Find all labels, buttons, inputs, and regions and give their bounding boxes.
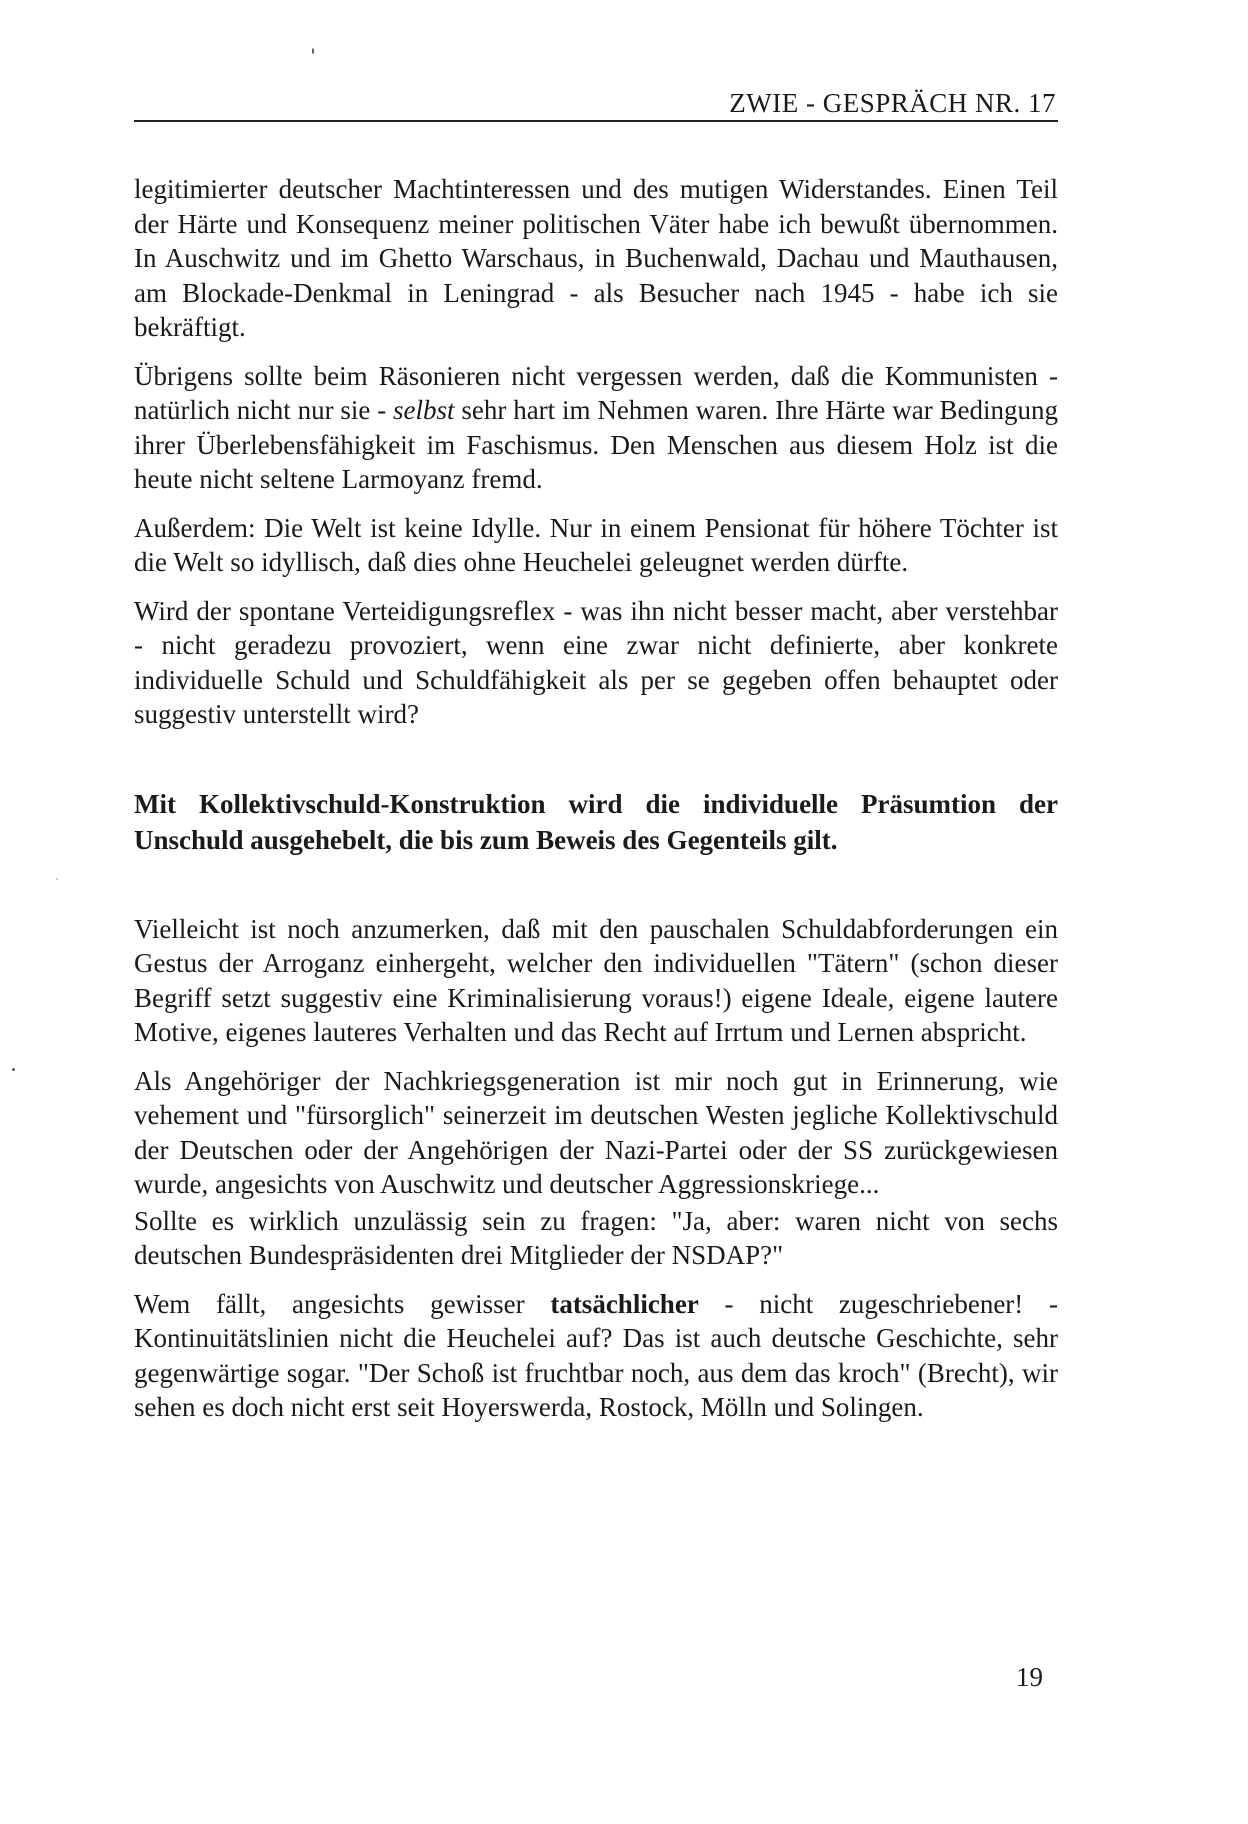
paragraph-7: Sollte es wirklich unzulässig sein zu fragen: "Ja, aber: waren nicht von sechs deutschen Bundespräsidenten drei Mitglieder der NSDAP?" (134, 1205, 1058, 1270)
scan-speck (56, 878, 58, 880)
paragraph-8-part-b: - nicht zugeschriebener! - Kontinuitätslinien nicht die Heuchelei auf? Das ist auch deutsche Geschichte, sehr gegenwärtige sogar. "Der Schoß ist fruchtbar noch, aus dem das kroch" (Brecht), wir sehen es doch nicht erst seit Hoyerswerda, Rostock, Mölln und Solingen. (134, 1288, 1058, 1422)
running-header (134, 84, 1058, 122)
paragraph-4: Wird der spontane Verteidigungsreflex - was ihn nicht besser macht, aber verstehbar - nicht geradezu provoziert, wenn eine zwar nicht definierte, aber konkrete individuelle Schuld und Schuldfähigkeit als per se gegeben offen behauptet oder suggestiv unterstellt wird? (134, 595, 1058, 729)
paragraph-3: Außerdem: Die Welt ist keine Idylle. Nur in einem Pensionat für höhere Töchter ist die Welt so idyllisch, daß dies ohne Heuchelei geleugnet werden dürfte. (134, 512, 1058, 577)
scan-speck (12, 1068, 15, 1071)
bold-tatsaechlicher: tatsächlicher (550, 1288, 699, 1319)
paragraph-6: Als Angehöriger der Nachkriegsgeneration ist mir noch gut in Erinnerung, wie vehement und "fürsorglich" seinerzeit im deutschen Westen jegliche Kollektivschuld der Deutschen oder der Angehörigen der Nazi-Partei oder der SS zurückgewiesen wurde, angesichts von Auschwitz und deutscher Aggressionskriege... (134, 1065, 1058, 1199)
page-number: 19 (1016, 1662, 1043, 1692)
paragraph-1: legitimierter deutscher Machtinteressen und des mutigen Widerstandes. Einen Teil der Härte und Konsequenz meiner politischen Väter habe ich bewußt übernommen. In Auschwitz und im Ghetto Warschaus, in Buchenwald, Dachau und Mauthausen, am Blockade-Denkmal in Leningrad - als Besucher nach 1945 - habe ich sie bekräftigt. (134, 174, 1058, 342)
running-title: ZWIE - GESPRÄCH NR. 17 (729, 88, 1056, 118)
section-heading: Mit Kollektivschuld-Konstruktion wird die individuelle Präsumtion der Unschuld ausgehebelt, die bis zum Beweis des Gegenteils gilt. (134, 788, 1058, 855)
paragraph-8 (134, 1287, 1058, 1425)
paragraph-5: Vielleicht ist noch anzumerken, daß mit den pauschalen Schuldabforderungen ein Gestus der Arroganz einhergeht, welcher den individuellen "Tätern" (schon dieser Begriff setzt suggestiv eine Kriminalisierung voraus!) eigene Ideale, eigene lautere Motive, eigenes lauteres Verhalten und das Recht auf Irrtum und Lernen abspricht. (134, 913, 1058, 1047)
scan-speck (312, 48, 314, 54)
paragraph-8-part-a: Wem fällt, angesichts gewisser (134, 1288, 551, 1319)
body-text (134, 172, 1058, 1439)
paragraph-2-part-b: sehr hart im Nehmen waren. Ihre Härte war Bedingung ihrer Überlebensfähigkeit im Faschismus. Den Menschen aus diesem Holz ist die heute nicht seltene Larmoyanz fremd. (134, 395, 1058, 494)
paragraph-2 (134, 359, 1058, 497)
paragraph-2-part-a: Übrigens sollte beim Räsonieren nicht vergessen werden, daß die Kommunisten - natürlich nicht nur sie - (134, 360, 1058, 425)
emphasis-selbst: selbst (393, 395, 455, 425)
